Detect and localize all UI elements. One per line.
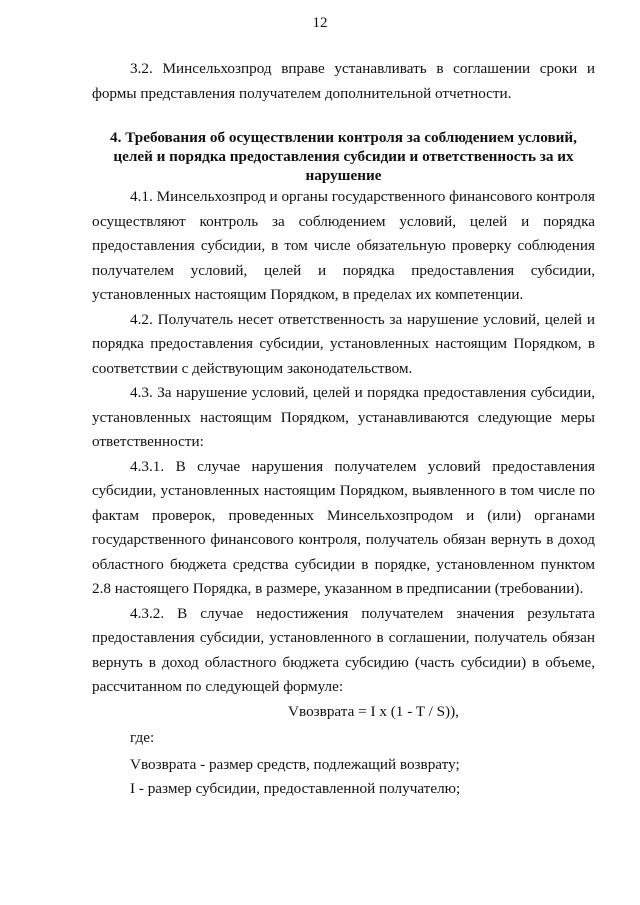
paragraph-4-3-1: 4.3.1. В случае нарушения получателем условий предоставления субсидии, установленных настоящим Порядком, выявленного в том числе по фактам проверок, проведенных Минсельхозпродом и (или) органами государственного финансового контроля, получатель обязан вернуть в доход областного бюджета средства субсидии в порядке, установленном пунктом 2.8 настоящего Порядка, в размере, указанном в предписании (требовании). [92, 457, 595, 597]
refund-formula: Vвозврата = I x (1 - T / S)), [288, 702, 459, 720]
definition-i: I - размер субсидии, предоставленной получателю; [130, 780, 461, 797]
where-label: где: [130, 729, 155, 746]
paragraph-3-2: 3.2. Минсельхозпрод вправе устанавливать в соглашении сроки и формы представления получателем дополнительной отчетности. [92, 60, 595, 102]
paragraph-4-2: 4.2. Получатель несет ответственность за нарушение условий, целей и порядка предоставления субсидии, установленных настоящим Порядком, в соответствии с действующим законодательством. [92, 310, 595, 377]
paragraph-4-1: 4.1. Минсельхозпрод и органы государственного финансового контроля осуществляют контроль за соблюдением условий, целей и порядка предоставления субсидии, в том числе обязательную проверку соблюдения получателем условий, целей и порядка предоставления субсидии, установленных настоящим Порядком, в пределах их компетенции. [92, 188, 595, 303]
document-body [92, 57, 595, 802]
paragraph-4-3: 4.3. За нарушение условий, целей и порядка предоставления субсидии, установленных настоящим Порядком, устанавливаются следующие меры ответственности: [92, 384, 595, 450]
page-number: 12 [312, 15, 328, 31]
definition-v: Vвозврата - размер средств, подлежащий возврату; [130, 755, 460, 773]
paragraph-4-3-2: 4.3.2. В случае недостижения получателем значения результата предоставления субсидии, установленного в соглашении, получатель обязан вернуть в доход областного бюджета субсидию (часть субсидии) в объеме, рассчитанном по следующей формуле: [92, 604, 595, 695]
section-heading-4: 4. Требования об осуществлении контроля за соблюдением условий, целей и порядка предоставления субсидии и ответственность за их нарушение [110, 129, 577, 184]
